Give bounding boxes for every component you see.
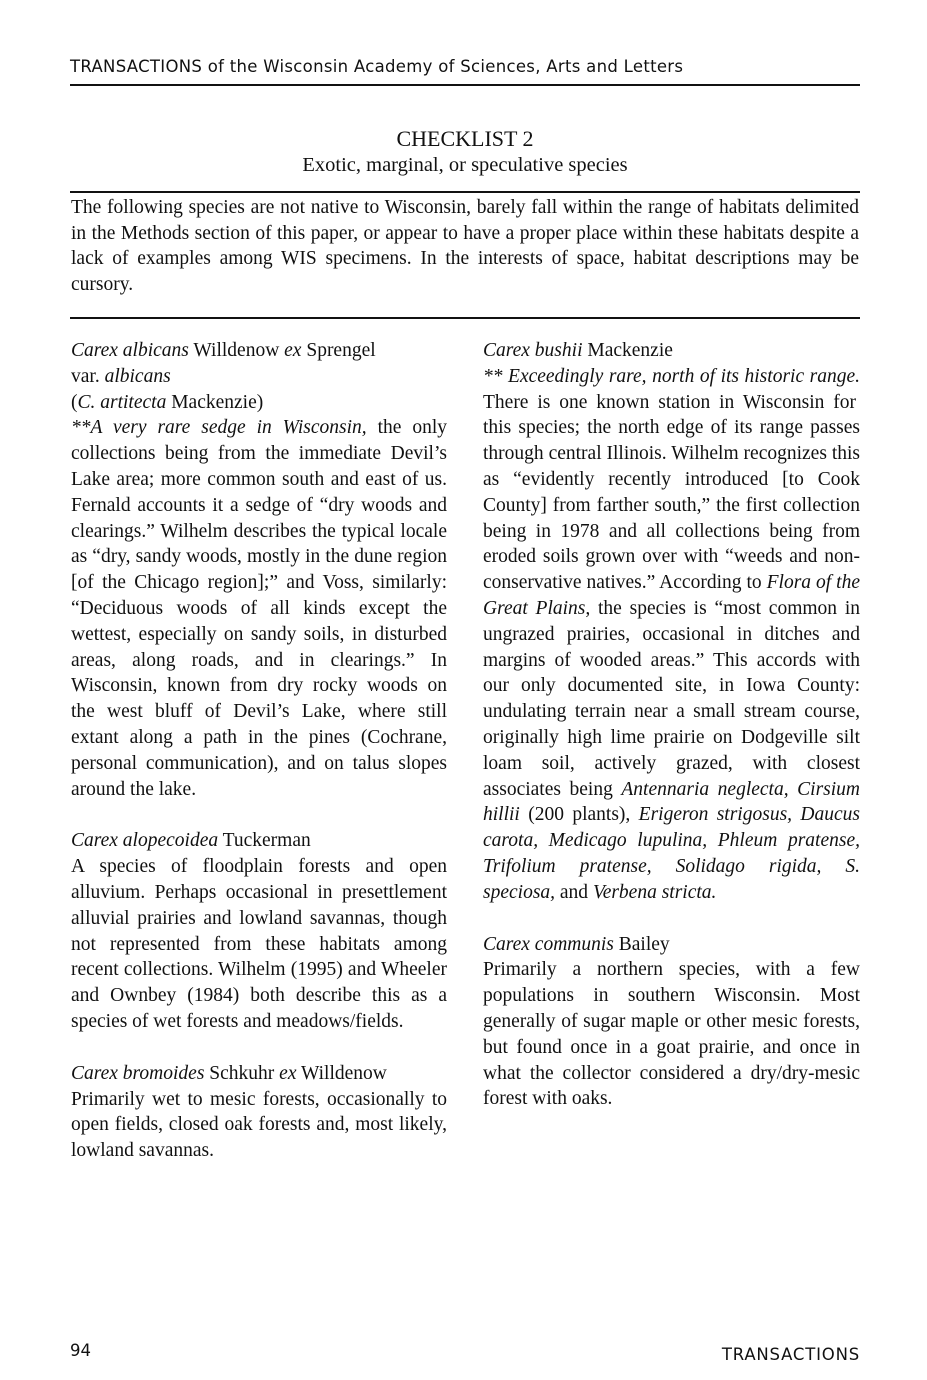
entry-carex-albicans [71,338,447,802]
variety-line: var. albicans [71,365,171,387]
species-description: Primarily a northern species, with a few populations in southern Wisconsin. Most generally of sugar maple or other mesic forests, but found once in a goat prairie, and once in what the collector considered a dry/dry-mesic forest with oaks. [483,959,860,1110]
page-number: 94 [70,1341,91,1360]
species-heading: Carex albicans Willdenow ex Sprengel [71,340,376,361]
species-heading: Carex bushii Mackenzie [483,340,673,361]
intro-top-rule [70,191,860,193]
synonym-line: (C. artitecta Mackenzie) [71,391,264,413]
entry-carex-communis [483,932,860,1113]
entry-carex-alopecoidea [71,828,447,1034]
species-description: ** Exceedingly rare, north of its historic range. There is one known station in Wisconsin for this species; the north edge of its range passes through central Illinois. Wilhelm recognizes this as “evidently recently introduced [to Cook County] from farther south,” the first collection being in 1978 and all collections being from eroded soils grown over with “weeds and non-conservative natives.” According to Flora of the Great Plains, the species is “most common in ungrazed prairies, occasional in ditches and margins of wooded areas.” This accords with our only documented site, in Iowa County: undulating terrain near a small stream course, originally high lime prairie on Dodgeville silt loam soil, actively grazed, with closest associates being Antennaria neglecta, Cirsium hillii (200 plants), Erigeron strigosus, Daucus carota, Medicago lupulina, Phleum pratense, Trifolium pratense, Solidago rigida, S. speciosa, and Verbena stricta. [483,365,860,903]
left-column [71,338,447,1190]
header-rule [70,84,860,86]
species-heading: Carex bromoides Schkuhr ex Willdenow [71,1062,387,1084]
checklist-title: CHECKLIST 2 [396,126,534,151]
species-description: Primarily wet to mesic forests, occasionally to open fields, closed oak forests and, most likely, lowland savannas. [71,1088,447,1162]
species-heading: Carex communis Bailey [483,933,670,955]
species-heading: Carex alopecoidea Tuckerman [71,830,311,852]
footer-journal-title: TRANSACTIONS [721,1345,860,1364]
entry-carex-bromoides [71,1061,447,1164]
right-column [483,338,860,1138]
species-description: A species of floodplain forests and open alluvium. Perhaps occasional in presettlement alluvial prairies and lowland savannas, though not represented from these habitats among recent collections. Wilhelm (1995) and Wheeler and Ownbey (1984) both describe this as a species of wet forests and meadows/fields. [71,856,447,1032]
species-description: **A very rare sedge in Wisconsin, the only collections being from the immediate Devil’s Lake area; more common south and east of us. Fernald accounts it a sedge of “dry woods and clearings.” Wilhelm describes the typical locale as “dry, sandy woods, mostly in the dune region [of the Chicago region];” and Voss, similarly: “Deciduous woods of all kinds except the wettest, especially on sandy soils, in disturbed areas, along roads, and in clearings.” In Wisconsin, known from dry rocky woods on the west bluff of Devil’s Lake, where still extant along a path in the pines (Cochrane, personal communication), and on talus slopes around the lake. [71,417,448,800]
entry-carex-bushii [483,338,860,906]
intro-bottom-rule [70,317,860,319]
intro-paragraph: The following species are not native to Wisconsin, barely fall within the range of habitats delimited in the Methods section of this paper, or appear to have a proper place within these habitats despite a lack of examples among WIS specimens. In the interests of space, habitat descriptions may be cursory. [71,197,859,295]
checklist-subtitle: Exotic, marginal, or speculative species [302,154,628,176]
running-head: TRANSACTIONS of the Wisconsin Academy of Sciences, Arts and Letters [70,57,684,76]
